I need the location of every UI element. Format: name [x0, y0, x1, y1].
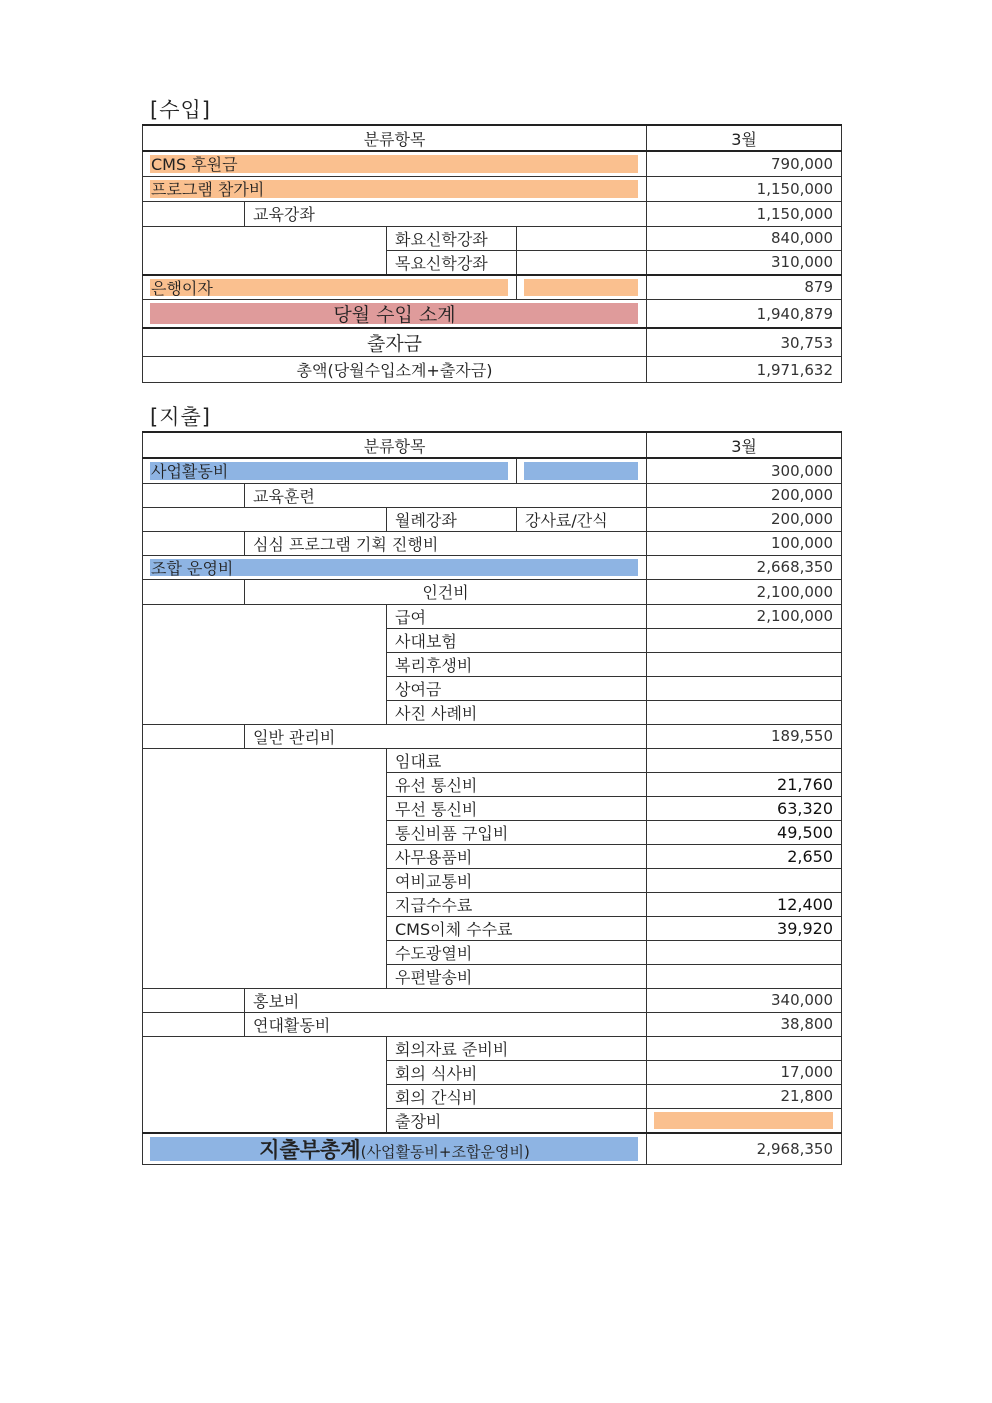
expense-general-item-label: 무선 통신비: [387, 796, 647, 820]
expense-row-personnel: [143, 579, 842, 604]
income-cms-label: CMS 후원금: [151, 155, 238, 175]
expense-general-item-label: 임대료: [387, 748, 647, 772]
income-row-education: [143, 201, 842, 226]
expense-row-personnel-item: [143, 604, 842, 628]
expense-general-item-value: 12,400: [647, 892, 842, 916]
income-subtotal-label-cell: [143, 300, 647, 329]
expense-row-solidarity-item: [143, 1036, 842, 1060]
expense-total-label-main: 지출부총계: [259, 1137, 361, 1162]
income-header-month: 3월: [647, 125, 842, 151]
expense-general-item-label: 우편발송비: [387, 964, 647, 988]
income-table: [142, 124, 842, 383]
expense-personnel-value: 2,100,000: [647, 579, 842, 604]
expense-total-label-cell: [143, 1133, 647, 1165]
expense-simsim-label: 심심 프로그램 기획 진행비: [245, 531, 647, 555]
income-education-label: 교육강좌: [245, 201, 647, 226]
expense-solidarity-item-label: 출장비: [387, 1108, 647, 1133]
income-subtotal-label: 당월 수입 소계: [333, 304, 456, 326]
income-header-row: [143, 125, 842, 151]
expense-monthly-lecture-value: 200,000: [647, 507, 842, 531]
expense-row-solidarity: [143, 1012, 842, 1036]
expense-solidarity-item-value: [647, 1108, 842, 1133]
expense-training-label: 교육훈련: [245, 483, 647, 507]
expense-general-item-value: 39,920: [647, 916, 842, 940]
expense-table: [142, 431, 842, 1165]
expense-personnel-item-value: [647, 628, 842, 652]
income-investment-label: 출자금: [366, 333, 423, 355]
income-row-total: [143, 357, 842, 383]
income-cms-label-cell: [143, 151, 647, 176]
expense-personnel-item-label: 상여금: [387, 676, 647, 700]
income-program-value: 1,150,000: [647, 176, 842, 201]
expense-title: [지출]: [150, 405, 211, 429]
expense-personnel-item-value: [647, 700, 842, 724]
expense-general-value: 189,550: [647, 724, 842, 748]
expense-general-item-value: 2,650: [647, 844, 842, 868]
income-interest-label-cell: [143, 275, 517, 300]
expense-general-item-label: 수도광열비: [387, 940, 647, 964]
income-row-interest: [143, 275, 842, 300]
expense-personnel-item-label: 사진 사례비: [387, 700, 647, 724]
expense-header-category: 분류항목: [143, 432, 647, 458]
expense-solidarity-value: 38,800: [647, 1012, 842, 1036]
expense-general-item-value: 21,760: [647, 772, 842, 796]
expense-personnel-label: 인건비: [245, 579, 647, 604]
income-cms-value: 790,000: [647, 151, 842, 176]
income-tuesday-value: 840,000: [647, 226, 842, 250]
expense-total-value: 2,968,350: [647, 1133, 842, 1165]
expense-header-row: [143, 432, 842, 458]
expense-general-item-label: 여비교통비: [387, 868, 647, 892]
expense-personnel-item-value: 2,100,000: [647, 604, 842, 628]
income-interest-value: 879: [647, 275, 842, 300]
income-tuesday-label: 화요신학강좌: [387, 226, 517, 250]
expense-promotion-value: 340,000: [647, 988, 842, 1012]
expense-union-ops-label-cell: [143, 555, 647, 579]
expense-row-monthly-lecture: [143, 507, 842, 531]
income-header-category: 분류항목: [143, 125, 647, 151]
expense-personnel-item-label: 사대보험: [387, 628, 647, 652]
expense-business-label-cell: [143, 458, 517, 483]
income-program-label: 프로그램 참가비: [151, 180, 265, 199]
expense-solidarity-item-label: 회의자료 준비비: [387, 1036, 647, 1060]
income-row-program: [143, 176, 842, 201]
expense-row-union-ops: [143, 555, 842, 579]
income-row-investment: [143, 328, 842, 357]
expense-business-value: 300,000: [647, 458, 842, 483]
expense-training-value: 200,000: [647, 483, 842, 507]
expense-personnel-item-value: [647, 652, 842, 676]
expense-row-training: [143, 483, 842, 507]
income-thursday-value: 310,000: [647, 250, 842, 275]
income-interest-label: 은행이자: [151, 278, 213, 298]
expense-solidarity-item-label: 회의 식사비: [387, 1060, 647, 1084]
expense-simsim-value: 100,000: [647, 531, 842, 555]
income-title: [수입]: [150, 98, 211, 122]
expense-general-item-label: CMS이체 수수료: [387, 916, 647, 940]
expense-general-item-label: 지급수수료: [387, 892, 647, 916]
income-total-value: 1,971,632: [647, 357, 842, 383]
expense-row-business: [143, 458, 842, 483]
income-investment-value: 30,753: [647, 328, 842, 357]
expense-general-item-value: 49,500: [647, 820, 842, 844]
expense-business-label: 사업활동비: [151, 462, 229, 482]
expense-total-label-sub: (사업활동비+조합운영비): [360, 1142, 530, 1161]
expense-monthly-lecture-sub: 강사료/간식: [517, 507, 647, 531]
income-thursday-label: 목요신학강좌: [387, 250, 517, 275]
expense-general-item-value: 63,320: [647, 796, 842, 820]
expense-union-ops-label: 조합 운영비: [151, 558, 234, 578]
expense-general-item-value: [647, 940, 842, 964]
expense-row-total: [143, 1133, 842, 1165]
expense-row-promotion: [143, 988, 842, 1012]
expense-general-item-value: [647, 748, 842, 772]
expense-solidarity-label: 연대활동비: [245, 1012, 647, 1036]
expense-general-item-value: [647, 964, 842, 988]
expense-union-ops-value: 2,668,350: [647, 555, 842, 579]
income-total-label: 총액(당월수입소계+출자금): [143, 357, 647, 383]
expense-general-item-label: 사무용품비: [387, 844, 647, 868]
expense-monthly-lecture-label: 월례강좌: [387, 507, 517, 531]
expense-solidarity-item-label: 회의 간식비: [387, 1084, 647, 1108]
income-row-cms: [143, 151, 842, 176]
expense-general-label: 일반 관리비: [245, 724, 647, 748]
expense-row-general-item: [143, 748, 842, 772]
expense-solidarity-item-value: 17,000: [647, 1060, 842, 1084]
income-program-label-cell: [143, 176, 647, 201]
expense-row-general: [143, 724, 842, 748]
expense-personnel-item-label: 급여: [387, 604, 647, 628]
income-row-subtotal: [143, 300, 842, 329]
income-row-tuesday: [143, 226, 842, 250]
expense-row-simsim: [143, 531, 842, 555]
expense-solidarity-item-value: [647, 1036, 842, 1060]
expense-personnel-item-value: [647, 676, 842, 700]
income-subtotal-value: 1,940,879: [647, 300, 842, 329]
expense-personnel-item-label: 복리후생비: [387, 652, 647, 676]
expense-general-item-label: 유선 통신비: [387, 772, 647, 796]
income-education-value: 1,150,000: [647, 201, 842, 226]
expense-general-item-value: [647, 868, 842, 892]
expense-solidarity-item-value: 21,800: [647, 1084, 842, 1108]
expense-general-item-label: 통신비품 구입비: [387, 820, 647, 844]
expense-promotion-label: 홍보비: [245, 988, 647, 1012]
expense-header-month: 3월: [647, 432, 842, 458]
